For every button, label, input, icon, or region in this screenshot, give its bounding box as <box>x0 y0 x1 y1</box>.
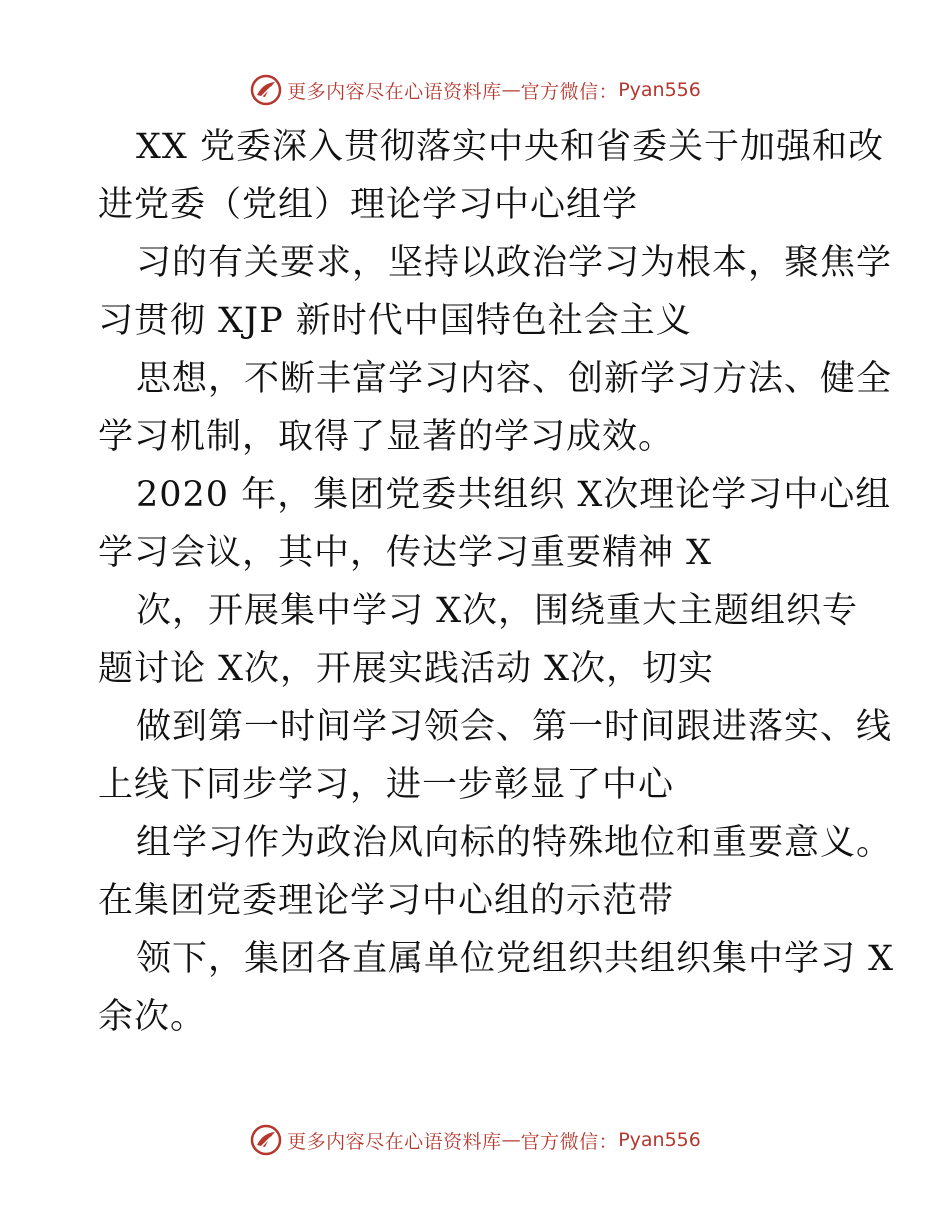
body-text-line: 学习机制，取得了显著的学习成效。 <box>98 417 675 457</box>
banner-text: 更多内容尽在心语资料库 <box>287 80 502 103</box>
body-text-line: 余次。 <box>98 997 207 1037</box>
brand-logo-icon <box>249 1123 283 1157</box>
body-text-line: 2020 年，集团党委共组织 X次理论学习中心组 <box>136 475 892 515</box>
banner-separator: — <box>501 1129 521 1151</box>
banner-contact-label: 官方微信： <box>520 1130 619 1153</box>
body-text-line: 上线下同步学习，进一步彰显了中心 <box>98 765 675 805</box>
document-body <box>98 118 895 1046</box>
body-text-line: 组学习作为政治风向标的特殊地位和重要意义。 <box>136 823 893 863</box>
banner-contact-label: 官方微信： <box>520 80 619 103</box>
body-text-line: 进党委（党组）理论学习中心组学 <box>98 185 639 225</box>
banner-text: 更多内容尽在心语资料库 <box>287 1130 502 1153</box>
page-footer-banner <box>0 1120 950 1160</box>
brand-logo-icon <box>249 73 283 107</box>
page-header-banner <box>0 70 950 110</box>
banner-contact-handle: Pyan556 <box>618 1129 701 1151</box>
body-text-line: 思想，不断丰富学习内容、创新学习方法、健全 <box>136 359 893 399</box>
body-text-line: 次，开展集中学习 X次，围绕重大主题组织专 <box>136 591 859 631</box>
body-text-line: 习的有关要求，坚持以政治学习为根本，聚焦学 <box>136 243 893 283</box>
body-text-line: 习贯彻 XJP 新时代中国特色社会主义 <box>98 301 692 341</box>
body-text-line: 做到第一时间学习领会、第一时间跟进落实、线 <box>136 707 893 747</box>
body-text-line: XX 党委深入贯彻落实中央和省委关于加强和改 <box>136 127 884 167</box>
body-text-line: 题讨论 X次，开展实践活动 X次，切实 <box>98 649 715 689</box>
banner-contact-handle: Pyan556 <box>618 79 701 101</box>
body-text-line: 在集团党委理论学习中心组的示范带 <box>98 881 675 921</box>
banner-separator: — <box>501 79 521 101</box>
body-text-line: 学习会议，其中，传达学习重要精神 X <box>98 533 713 573</box>
body-text-line: 领下，集团各直属单位党组织共组织集中学习 X <box>136 939 895 979</box>
